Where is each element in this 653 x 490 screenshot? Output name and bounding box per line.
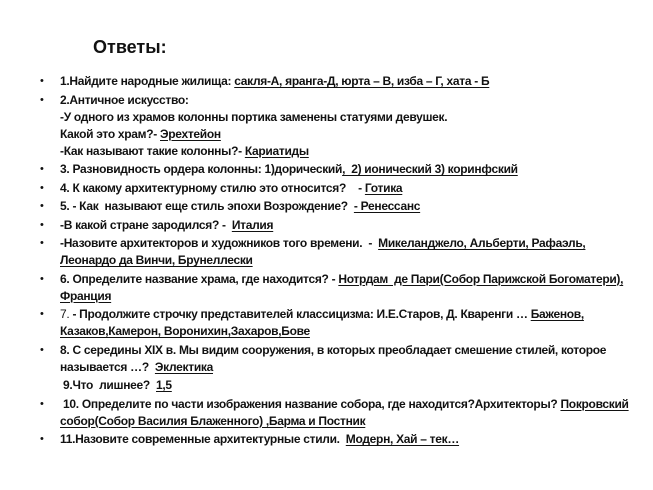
answer-item — [34, 377, 639, 394]
text-segment: Баженов, — [530, 307, 584, 321]
text-line — [60, 161, 639, 178]
text-line — [60, 413, 639, 430]
text-segment: 10. Определите по части изображения название собора, где находится?Архитекторы? — [60, 396, 561, 411]
text-segment: Кариатиды — [244, 143, 309, 158]
answer-item — [34, 161, 639, 178]
answer-text — [60, 306, 639, 340]
bullet-marker: • — [40, 308, 44, 320]
text-segment: Нотрдам де Пари(Собор Парижской Богоматери), — [338, 271, 624, 286]
bullet-marker: • — [40, 75, 44, 87]
text-segment: называется …? — [60, 359, 155, 374]
text-segment: Эклектика — [154, 359, 213, 374]
text-segment: 3. Разновидность ордера колонны: 1)дорический — [60, 162, 343, 176]
text-line — [60, 126, 639, 143]
text-segment: 11.Назовите современные архитектурные стили. — [60, 432, 346, 446]
text-segment: 7. — [60, 307, 70, 321]
answer-item — [34, 73, 639, 90]
answer-text — [60, 271, 639, 305]
text-segment: 6. Определите название храма, где находится? - — [60, 271, 339, 286]
answer-text — [60, 377, 639, 394]
text-segment: -В какой стране зародился? - — [60, 217, 232, 232]
text-segment: Леонардо да Винчи, Брунеллески — [60, 253, 253, 267]
answer-text — [60, 431, 639, 448]
answers-list — [34, 73, 639, 448]
bullet-marker: • — [40, 343, 44, 356]
text-line — [60, 73, 639, 90]
answer-text — [60, 396, 639, 430]
text-segment: Какой это храм?- — [60, 126, 160, 141]
answer-item — [34, 396, 639, 430]
text-line — [60, 271, 639, 288]
bullet-marker: • — [40, 200, 44, 212]
text-segment: Казаков,Камерон, Воронихин,Захаров,Бове — [60, 324, 310, 338]
answer-text — [60, 92, 639, 160]
text-segment: Италия — [231, 217, 274, 232]
text-segment: Модерн, Хай – тек… — [345, 432, 460, 446]
answer-text — [60, 161, 639, 178]
bullet-marker: • — [40, 218, 44, 231]
answer-text — [60, 198, 639, 215]
bullet-marker: • — [40, 181, 44, 194]
answer-item — [34, 306, 639, 340]
text-line — [60, 306, 639, 323]
answer-text — [60, 180, 639, 197]
text-segment: 9.Что лишнее? — [60, 378, 156, 392]
text-segment: 8. С середины XIX в. Мы видим сооружения, в которых преобладает смешение стилей, которое — [60, 342, 607, 357]
text-line — [60, 180, 639, 197]
text-line — [60, 396, 639, 413]
answer-item — [34, 431, 639, 448]
text-line — [60, 92, 639, 109]
answer-item — [34, 342, 639, 376]
text-line — [60, 377, 639, 394]
slide-title: Ответы: — [93, 37, 167, 57]
answer-item — [34, 217, 639, 234]
text-line — [60, 198, 639, 215]
text-segment: 5. - Как называют еще стиль эпохи Возрождение? — [60, 199, 354, 213]
text-segment: Франция — [60, 288, 112, 303]
bullet-marker: • — [40, 433, 44, 445]
text-segment: собор(Собор Василия Блаженного) ,Барма и Постник — [60, 413, 366, 428]
text-segment: -Как называют такие колонны?- — [60, 143, 245, 158]
text-segment: 1.Найдите народные жилища: — [60, 74, 235, 88]
text-segment: -У одного из храмов колонны портика заменены статуями девушек. — [60, 109, 448, 124]
text-line — [60, 143, 639, 160]
bullet-marker: • — [40, 163, 44, 175]
text-line — [60, 217, 639, 234]
answer-item — [34, 92, 639, 160]
bullet-marker: • — [40, 272, 44, 285]
text-line — [60, 235, 639, 252]
bullet-marker: • — [40, 237, 44, 249]
text-line — [60, 431, 639, 448]
answer-text — [60, 217, 639, 234]
text-line — [60, 109, 639, 126]
text-segment: Готика — [364, 180, 403, 195]
text-line — [60, 252, 639, 269]
text-segment: сакля-А, яранга-Д, юрта – В, изба – Г, хата - Б — [234, 74, 490, 88]
bullet-marker: • — [40, 93, 44, 106]
answer-item — [34, 180, 639, 197]
answer-item — [34, 198, 639, 215]
text-line — [60, 323, 639, 340]
text-line — [60, 342, 639, 359]
text-segment: Эрехтейон — [160, 126, 221, 141]
answer-item — [34, 271, 639, 305]
text-line — [60, 288, 639, 305]
answer-text — [60, 73, 639, 90]
text-segment: 1,5 — [156, 378, 172, 392]
answer-text — [60, 342, 639, 376]
text-segment: -Назовите архитекторов и художников того времени. - — [60, 236, 379, 250]
text-segment: , 2) ионический 3) коринфский — [342, 162, 518, 176]
text-segment: Микеланджело, Альберти, Рафаэль, — [378, 236, 586, 250]
answer-text — [60, 235, 639, 269]
text-segment: 2.Античное искусство: — [60, 92, 189, 107]
text-line — [60, 359, 639, 376]
answer-item — [34, 235, 639, 269]
text-segment: 4. К какому архитектурному стилю это относится? - — [60, 180, 365, 195]
text-segment: - Ренессанс — [353, 199, 421, 213]
bullet-marker: • — [40, 397, 44, 410]
text-segment: Покровский — [560, 396, 629, 411]
text-segment: - Продолжите строчку представителей классицизма: И.Е.Старов, Д. Кваренги … — [69, 307, 531, 321]
